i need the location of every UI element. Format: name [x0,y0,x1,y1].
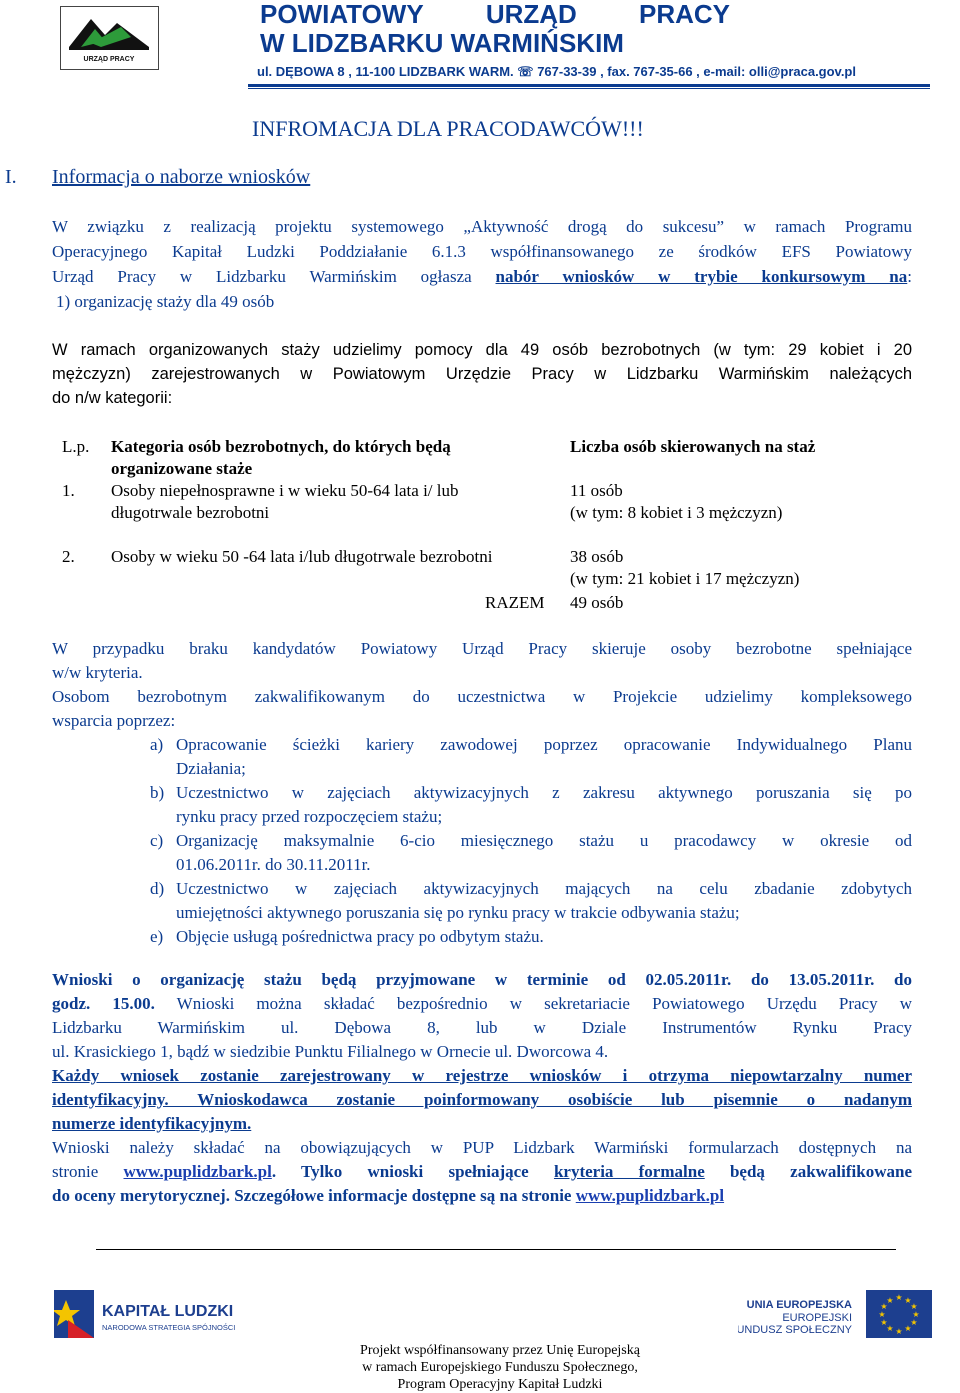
table-row-2-count: 38 osób [570,547,624,566]
list-item-e-marker: e) [150,927,164,946]
intro-line-1: W związku z realizacją projektu systemowego „Aktywność drogą do sukcesu” w ramach Programu [52,217,912,236]
svg-text:★: ★ [880,1302,888,1311]
phone-icon: ☏ [517,64,534,79]
logo-text: URZĄD PRACY [83,56,135,63]
website-link-2[interactable]: www.puplidzbark.pl [575,1186,725,1205]
footer-divider [96,1249,896,1250]
table-header-category: Kategoria osób bezrobotnych, do których będą [111,437,451,456]
svg-text:★: ★ [878,1310,886,1319]
page-title: INFROMACJA DLA PRACODAWCÓW!!! [252,116,644,141]
intro-line-3-end: : [907,267,912,286]
table-row-1-detail: (w tym: 8 kobiet i 3 mężczyzn) [570,503,783,522]
office-name [260,0,730,58]
list-item-d: Uczestnictwo w zajęciach aktywizacyjnych mających na celu zbadanie zdobytych [176,879,912,898]
list-item-c: Organizację maksymalnie 6-cio miesięcznego stażu u pracodawcy w okresie od [176,831,912,850]
table-header-lp: L.p. [62,437,90,456]
list-item-d-cont: umiejętności aktywnego poruszania się po rynku pracy w trakcie odbywania stażu; [176,903,740,922]
intro-item-1: 1) organizację staży dla 49 osób [56,292,275,311]
list-item-c-cont: 01.06.2011r. do 30.11.2011r. [176,855,371,874]
list-item-d-marker: d) [150,879,165,898]
svg-text:★: ★ [886,1324,894,1333]
section-title: Informacja o naborze wniosków [52,166,311,188]
contact-phone: 767-33-39 , fax. 767-35-66 , e-mail: olli@praca.gov.pl [537,64,856,79]
svg-text:★: ★ [904,1296,912,1305]
table-header-count: Liczba osób skierowanych na staż [570,437,816,456]
para3-line-4: wsparcia poprzez: [52,711,176,730]
header-divider [248,84,930,87]
para2-line-1: W ramach organizowanych staży udzielimy pomocy dla 49 osób bezrobotnych (w tym: 29 kobiet i 20 [52,341,912,359]
deadline-line-1: Wnioski o organizację stażu będą przyjmowane w terminie od 02.05.2011r. do 13.05.2011r. do [52,970,912,989]
registration-line-1: Każdy wniosek zostanie zarejestrowany w rejestrze wniosków i otrzyma niepowtarzalny numer [52,1066,912,1085]
title-word-1: POWIATOWY [260,0,424,29]
ue-line-2: EUROPEJSKI [782,1312,852,1324]
registration-line-3: numerze identyfikacyjnym. [52,1114,252,1133]
contact-line [257,64,856,80]
table-header-category-2: organizowane staże [111,459,253,478]
svg-text:★: ★ [904,1324,912,1333]
cofinancing-note [320,1342,680,1393]
para2-line-3: do n/w kategorii: [52,389,173,407]
svg-text:★: ★ [895,1327,903,1336]
kl-title: KAPITAŁ LUDZKI [102,1303,234,1320]
list-item-b-cont: rynku pracy przed rozpoczęciem stażu; [176,807,443,826]
footer-text-line-2: w ramach Europejskiego Funduszu Społecznego, [362,1360,638,1375]
table-row-1-category: Osoby niepełnosprawne i w wieku 50-64 lata i/ lub [111,481,459,500]
header-divider-thin [248,88,930,89]
para2-line-2: mężczyzn) zarejestrowanych w Powiatowym Urzędzie Pracy w Lidzbarku Warmińskim należących [52,365,912,383]
forms-line-1: Wnioski należy składać na obowiązujących w PUP Lidzbark Warmiński formularzach dostępnych na [52,1138,912,1157]
list-item-b: Uczestnictwo w zajęciach aktywizacyjnych z zakresu aktywnego poruszania się po [176,783,912,802]
intro-line-2: Operacyjnego Kapitał Ludzki Poddziałanie 6.1.3 współfinansowanego ze środków EFS Powiatowy [52,242,912,261]
svg-text:★: ★ [910,1302,918,1311]
list-item-a: Opracowanie ścieżki kariery zawodowej poprzez opracowanie Indywidualnego Planu [176,735,912,754]
table-row-2-category: Osoby w wieku 50 -64 lata i/lub długotrwale bezrobotni [111,547,493,566]
list-item-e: Objęcie usługą pośrednictwa pracy po odbytym stażu. [176,927,544,946]
para3-line-3: Osobom bezrobotnym zakwalifikowanym do uczestnictwa w Projekcie udzielimy kompleksowego [52,687,912,706]
table-row-2-detail: (w tym: 21 kobiet i 17 mężczyzn) [570,569,800,588]
intro-line-3-start: Urząd Pracy w Lidzbarku Warmińskim ogłasza [52,267,496,286]
svg-text:★: ★ [895,1293,903,1302]
registration-line-2: identyfikacyjny. Wnioskodawca zostanie poinformowany osobiście lub pisemnie o nadanym [52,1090,912,1109]
list-item-a-marker: a) [150,735,164,754]
deadline-line-3: Lidzbarku Warmińskim ul. Dębowa 8, lub w Dziale Instrumentów Rynku Pracy [52,1018,912,1037]
website-link[interactable]: www.puplidzbark.pl [123,1162,272,1181]
svg-text:★: ★ [910,1318,918,1327]
pup-logo [60,6,159,70]
forms-line-3-start: do oceny merytorycznej. Szczegółowe informacje dostępne są na stronie [52,1186,576,1205]
ue-line-1: UNIA EUROPEJSKA [746,1299,852,1311]
footer-text-line-3: Program Operacyjny Kapitał Ludzki [397,1377,603,1392]
title-word-3: PRACY [638,0,730,29]
pup-logo-graphic [61,7,158,69]
table-total-label: RAZEM [485,593,545,612]
formal-criteria: kryteria formalne [553,1162,705,1181]
section-number: I. [5,166,17,188]
deadline-line-2 [52,992,912,1016]
deadline-line-2-rest: Wnioski można składać bezpośrednio w sekretariacie Powiatowego Urzędu Pracy w [154,994,912,1013]
table-row-1-category-2: długotrwale bezrobotni [111,503,270,522]
table-row-1-lp: 1. [62,481,75,500]
kl-subtitle: NARODOWA STRATEGIA SPÓJNOŚCI [102,1323,236,1332]
table-total-value: 49 osób [570,593,624,612]
svg-text:★: ★ [880,1318,888,1327]
svg-text:★: ★ [912,1310,920,1319]
contact-address: ul. DĘBOWA 8 , 11-100 LIDZBARK WARM. [257,64,514,79]
table-row-2-lp: 2. [62,547,75,566]
list-item-c-marker: c) [150,831,164,850]
kapital-ludzki-graphic [54,1290,264,1350]
deadline-time: godz. 15.00. [52,994,155,1013]
svg-text:★: ★ [886,1296,894,1305]
eu-logo [738,1290,938,1350]
forms-line-2-end: będą zakwalifikowane [704,1162,912,1181]
kapital-ludzki-logo [54,1290,264,1350]
deadline-line-4: ul. Krasickiego 1, bądź w siedzibie Punktu Filialnego w Ornecie ul. Dworcowa 4. [52,1042,609,1061]
forms-line-2 [52,1160,912,1184]
intro-line-3-bold: nabór wniosków w trybie konkursowym na [495,267,908,286]
table-row-1-count: 11 osób [570,481,623,500]
list-item-a-cont: Działania; [176,759,246,778]
office-name-line2: W LIDZBARKU WARMIŃSKIM [260,28,624,58]
footer-text-line-1: Projekt współfinansowany przez Unię Europejską [360,1343,640,1358]
forms-line-3 [52,1184,912,1208]
eu-logo-graphic [738,1290,938,1350]
para3-line-1: W przypadku braku kandydatów Powiatowy Urząd Pracy skieruje osoby bezrobotne spełniające [52,639,912,658]
title-word-2: URZĄD [485,0,577,29]
para3-line-2: w/w kryteria. [52,663,143,682]
forms-line-2-mid: . Tylko wnioski spełniające [271,1162,554,1181]
intro-line-3 [52,265,912,289]
list-item-b-marker: b) [150,783,165,802]
ue-line-3: FUNDUSZ SPOŁECZNY [738,1324,852,1336]
forms-line-2-start: stronie [52,1162,124,1181]
